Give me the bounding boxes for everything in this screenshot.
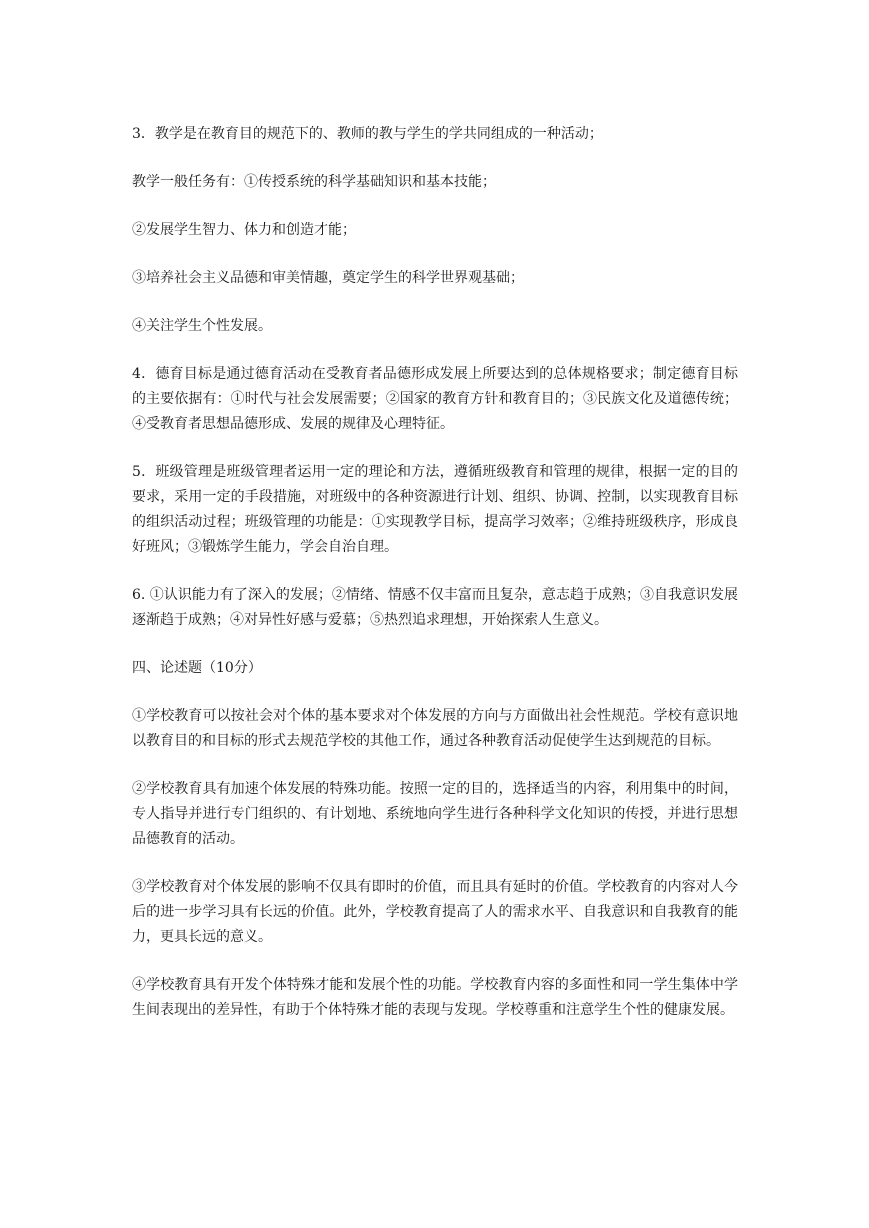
teaching-task-2-paragraph: ②发展学生智力、体力和创造才能； (132, 222, 356, 238)
teaching-task-4-paragraph: ④关注学生个性发展。 (132, 318, 272, 334)
essay-point-1-paragraph: ①学校教育可以按社会对个体的基本要求对个体发展的方向与方面做出社会性规范。学校有意识地以教育目的和目标的形式去规范学校的其他工作，通过各种教育活动促使学生达到规范的目标。 (132, 708, 738, 749)
answer-6-paragraph: 6. ①认识能力有了深入的发展；②情绪、情感不仅丰富而且复杂，意志趋于成熟；③自我意识发展逐渐趋于成熟；④对异性好感与爱慕；⑤热烈追求理想，开始探索人生意义。 (132, 587, 738, 628)
essay-point-3-paragraph: ③学校教育对个体发展的影响不仅具有即时的价值，而且具有延时的价值。学校教育的内容对人今后的进一步学习具有长远的价值。此外，学校教育提高了人的需求水平、自我意识和自我教育的能力，更具长远的意义。 (132, 879, 738, 945)
essay-point-2-paragraph: ②学校教育具有加速个体发展的特殊功能。按照一定的目的，选择适当的内容，利用集中的时间，专人指导并进行专门组织的、有计划地、系统地向学生进行各种科学文化知识的传授，并进行思想品德教育的活动。 (132, 781, 738, 847)
answer-4-paragraph: 4．德育目标是通过德育活动在受教育者品德形成发展上所要达到的总体规格要求；制定德育目标的主要依据有：①时代与社会发展需要；②国家的教育方针和教育目的；③民族文化及道德传统；④受教育者思想品德形成、发展的规律及心理特征。 (132, 366, 738, 432)
answer-5-paragraph: 5．班级管理是班级管理者运用一定的理论和方法，遵循班级教育和管理的规律，根据一定的目的要求，采用一定的手段措施，对班级中的各种资源进行计划、组织、协调、控制，以实现教育目标的组织活动过程；班级管理的功能是：①实现教学目标，提高学习效率；②维持班级秩序，形成良好班风；③锻炼学生能力，学会自治自理。 (132, 464, 738, 555)
essay-point-4-paragraph: ④学校教育具有开发个体特殊才能和发展个性的功能。学校教育内容的多面性和同一学生集体中学生间表现出的差异性，有助于个体特殊才能的表现与发现。学校尊重和注意学生个性的健康发展。 (132, 977, 738, 1018)
document-page (132, 122, 738, 1046)
section-heading: 四、论述题（10分） (132, 660, 262, 676)
answer-3-paragraph: 3．教学是在教育目的规范下的、教师的教与学生的学共同组成的一种活动； (132, 126, 603, 142)
teaching-task-1-paragraph: 教学一般任务有：①传授系统的科学基础知识和基本技能； (132, 174, 496, 190)
teaching-task-3-paragraph: ③培养社会主义品德和审美情趣，奠定学生的科学世界观基础； (132, 270, 524, 286)
